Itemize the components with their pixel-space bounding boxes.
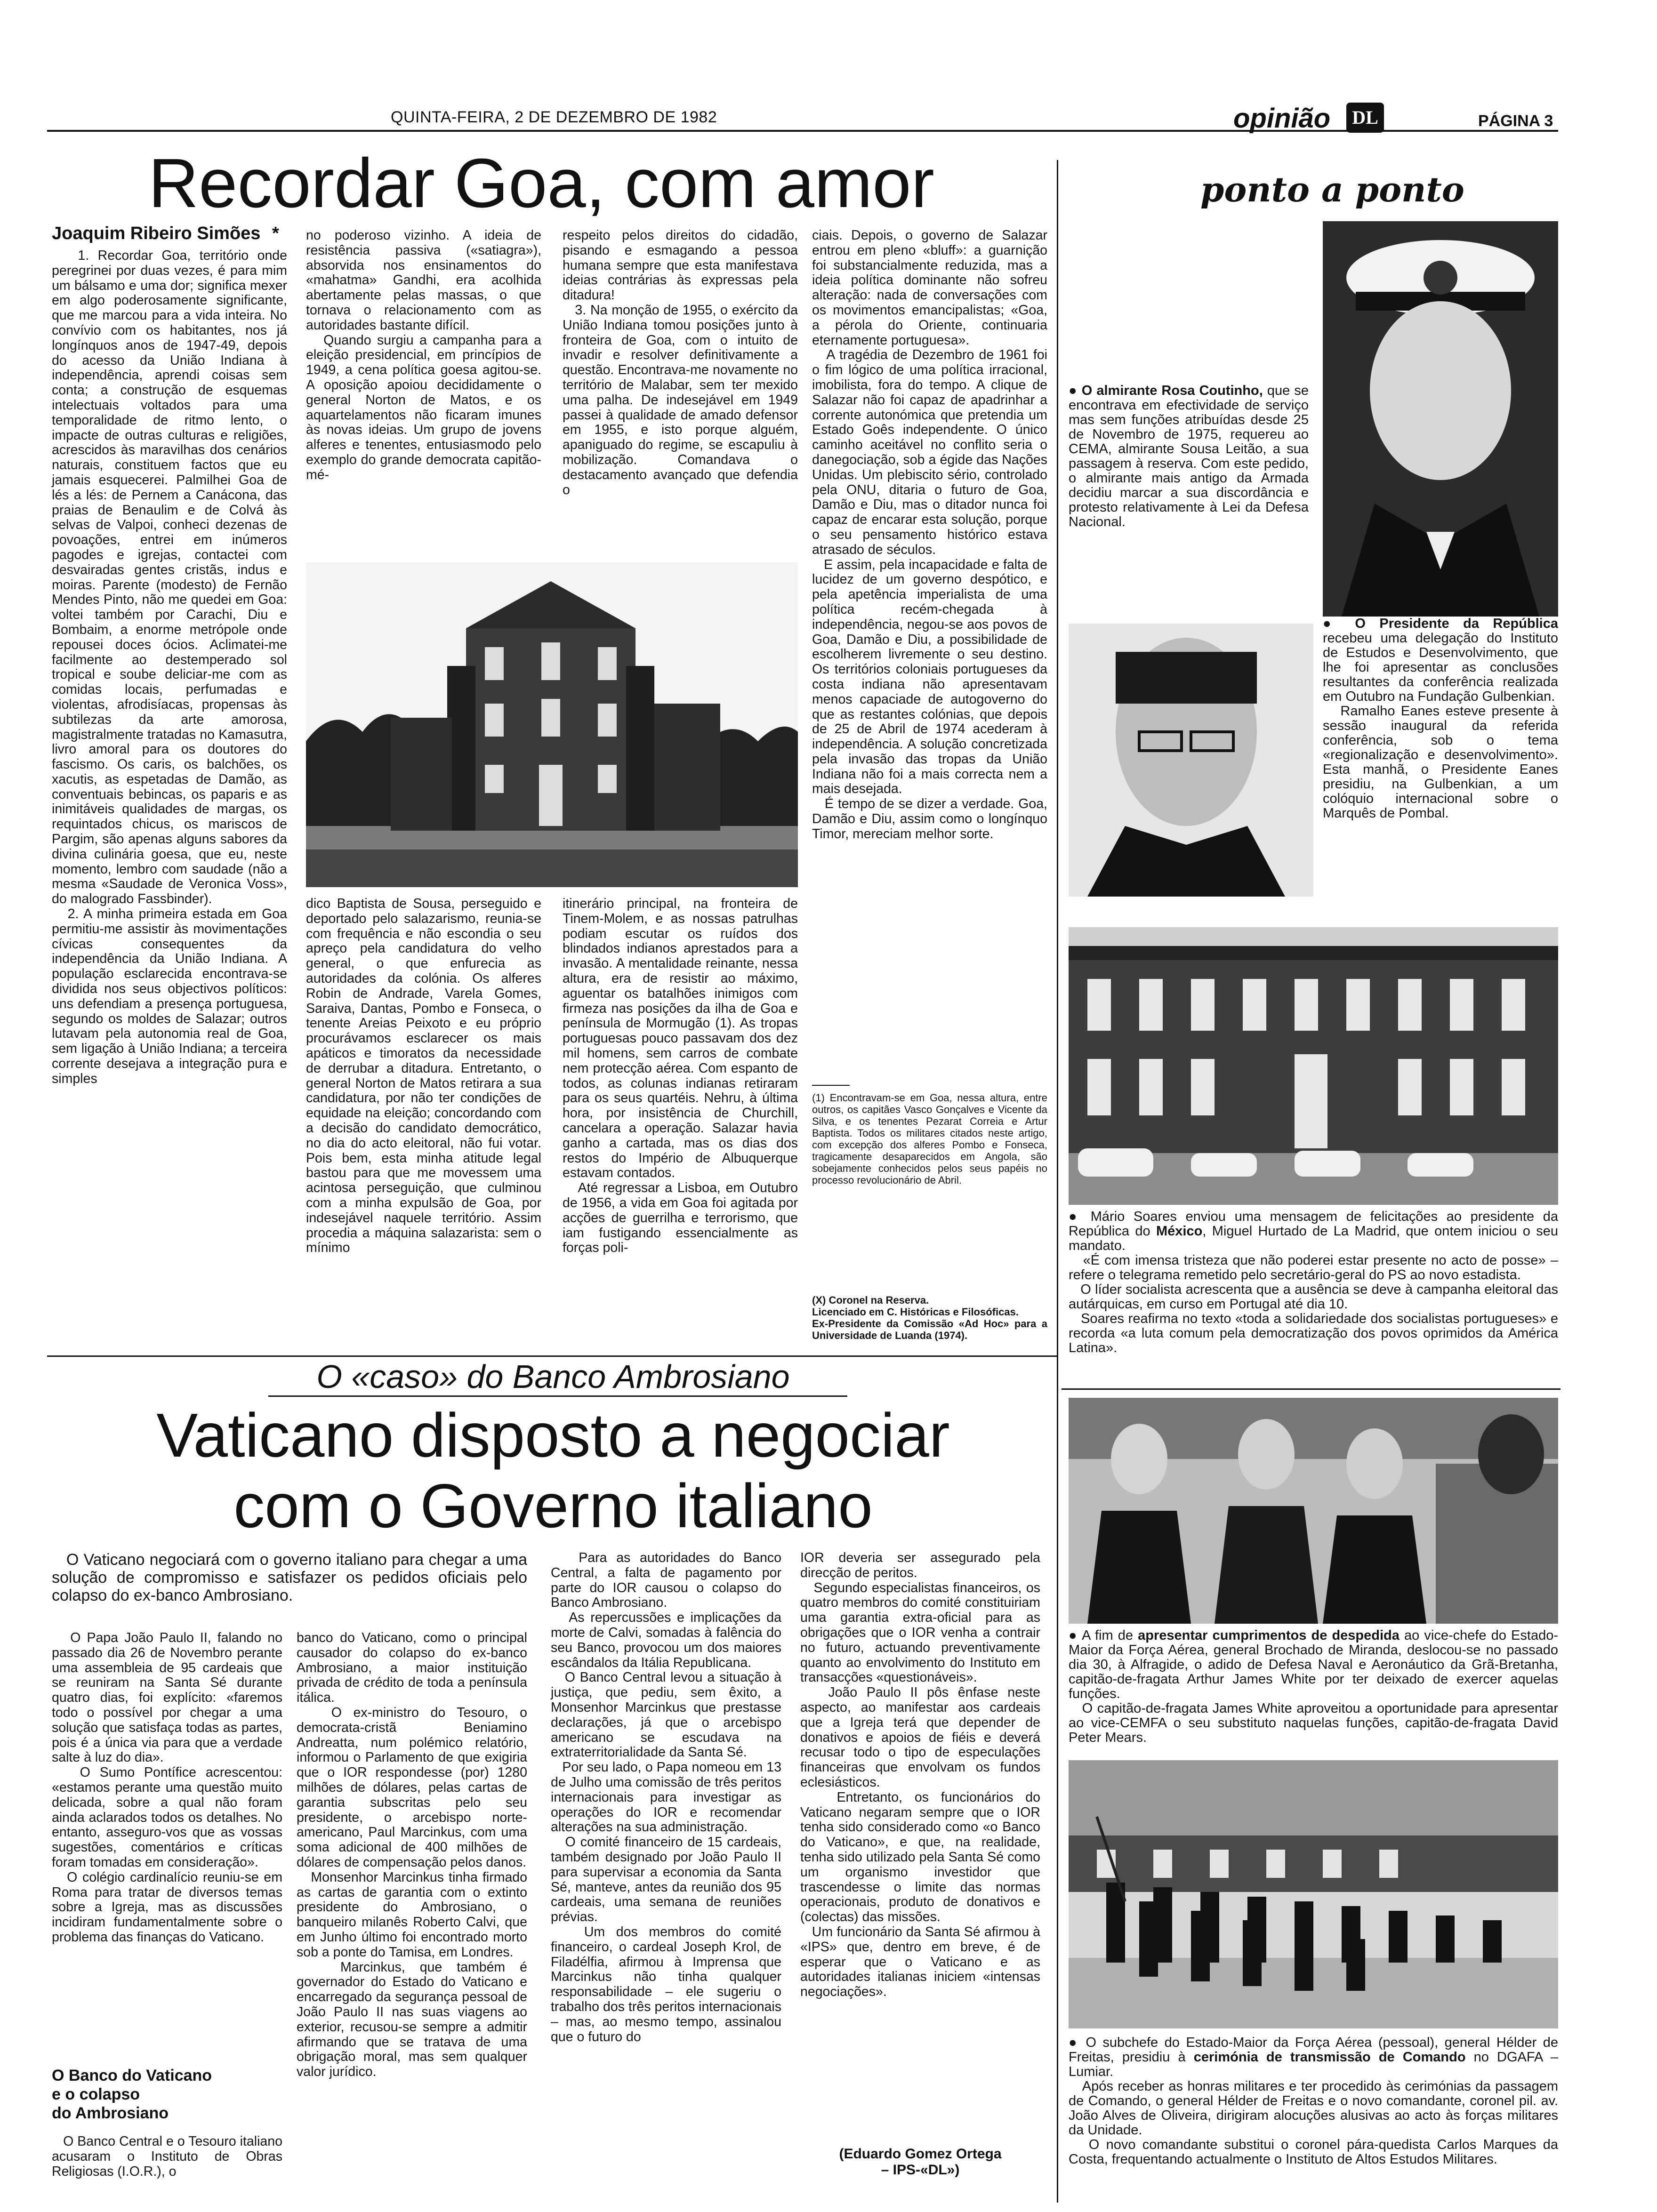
- page-number: PÁGINA 3: [1478, 112, 1553, 130]
- sidebar-item-3: [1069, 1209, 1562, 1355]
- palace-facade: [1069, 927, 1558, 1205]
- item5-text-b: no DGAFA – Lumiar. Após receber as honras militares e ter procedido às cerimónias da passagem de Comando, o general Hélder de Freitas e o novo comandante, coronel pil. av. João Alves de Oliveira, dirigiram alocuções alusivas ao acto às forças militares da Unidade. O novo comandante substitui o coronel pára-quedista Carlos Marques da Costa, frequentando actualmente o Instituto de Altos Estudos Militares.: [1069, 2050, 1558, 2167]
- building-photo: [1069, 927, 1558, 1205]
- bullet-icon: ●: [1069, 1209, 1091, 1224]
- article2-subhead: O Banco do Vaticano e o colapso do Ambrosiano: [52, 2067, 212, 2122]
- item5-bold: cerimónia de transmissão de Comando: [1193, 2050, 1466, 2065]
- item3-text-a: Mário Soares enviou uma mensagem de felicitações ao presidente da República do: [1069, 1209, 1562, 1239]
- president-photo: [1069, 624, 1313, 897]
- item5-text-a: O subchefe do Estado-Maior da Força Aérea (pessoal), general Hélder de Freitas, presidiu à: [1069, 2035, 1562, 2065]
- article2-col1-after: O Banco Central e o Tesouro italiano acusaram o Instituto de Obras Religiosas (I.O.R.), o: [52, 2134, 286, 2179]
- article1-author: [52, 224, 279, 244]
- article2-top-rule: [47, 1355, 1057, 1357]
- article1-col3-bottom: itinerário principal, na fronteira de Tinem-Molem, e as nossas patrulhas podiam escutar os ruídos dos blindados indianos aprestados para a invasão. A mentalidade reinante, nessa altura, era de resistir ao máximo, aguentar os batalhões inimigos com firmeza nas posições da ilha de Goa e península de Mormugão (1). As tropas portuguesas pouco passavam dos dez mil homens, sem carros de combate nem protecção aérea. Com espanto de todos, as colunas indianas retiraram para os seus quartéis. Nehru, à última hora, por insistência de Churchill, cancelara a operação. Salazar havia ganho a cartada, mas os dias dos restos do Império de Albuquerque estavam contados. Até regressar a Lisboa, em Outubro de 1956, a vida em Goa foi agitada por acções de guerrilha e terrorismo, que iam fustigando essencialmente as forças poli-: [563, 896, 798, 1256]
- article1-col1: 1. Recordar Goa, território onde peregrinei por duas vezes, é para mim um bálsamo e uma dor; significa mexer em algo poderosamente significante, que me marcou para a vida inteira. No convívio com os habitantes, nos já longínquos anos de 1947-49, depois do acesso da União Indiana à independência, aprendi coisas sem conta; a construção de esquemas intelectuais voltados para uma temporalidade de ritmo lento, o impacte de outras culturas e religiões, acrescidos às maravilhas dos cenários naturais, constituem factos que eu jamais esquecerei. Palmilhei Goa de lés a lés: de Pernem a Canácona, das praias de Benaulim e de Colvá às selvas de Valpoi, conheci dezenas de povoações, entrei em inúmeros pagodes e igrejas, contactei com desvairadas gentes cristãs, indus e moiras. Parente (modesto) de Fernão Mendes Pinto, não me quedei em Goa: voltei também por Carachi, Diu e Bombaim, a enorme metrópole onde repousei doces ócios. Aclimatei-me facilmente ao destemperado sol tropical e soube deliciar-me com as comidas locais, perfumadas e violentas, afrodisíacas, propensas às subtilezas da arte amorosa, magistralmente tratadas no Kamasutra, livro amoral para os doutores do fascismo. Os caris, os balchões, os xacutis, as espetadas de Damão, as conventuais bebincas, os paparis e as inimitáveis qualidades de margas, os requintados chicus, os mariscos de Pargim, são apenas alguns sabores da divina culinária goesa, que eu, neste momento, lembro com saudade (não a mesma «Saudade de Veronica Voss», do malogrado Fassbinder). 2. A minha primeira estada em Goa permitiu-me assistir às movimentações cívicas consequentes da independência da União Indiana. A população esclarecida encontrava-se dividida nos seus objectivos políticos: uns defendiam a presença portuguesa, segundo os moldes de Salazar; outros lutavam pela autonomia real de Goa, sem ligação à União Indiana; a terceira corrente desejava a integração pura e simples: [52, 248, 287, 1086]
- article2-col1: O Papa João Paulo II, falando no passado dia 26 de Novembro perante uma assembleia de 95 cardeais que se reuniram na Santa Sé durante quatro dias, foi explícito: «faremos todo o possível por chegar a uma solução que satisfaça todas as partes, pois é a única via para que a verdade salte à luz do dia». O Sumo Pontífice acrescentou: «estamos perante uma questão muito delicada, sobre a qual não foram ainda aclarados todos os detalhes. No entanto, asseguro-vos que as vossas sugestões, comentários e críticas foram tomadas em consideração». O colégio cardinalício reuniu-se em Roma para tratar de diversos temas sobre a Igreja, mas as discussões incidiram fundamentalmente sobre o problema das finanças do Vaticano.: [52, 1630, 282, 1945]
- military-parade: [1069, 1760, 1558, 2028]
- bullet-icon: ●: [1323, 616, 1355, 631]
- goa-church-photo: [306, 562, 798, 887]
- article2-col4: IOR deveria ser assegurado pela direcção de peritos. Segundo especialistas financeiros, os quatro membros do comité constituiriam uma garantia extra-oficial para as obrigações que o IOR venha a contrair no futuro, actuando preventivamente quanto ao envolvimento do Instituto em transacções «questionáveis». João Paulo II pôs ênfase neste aspecto, ao manifestar aos cardeais que a Igreja terá que depender de donativos e apoios de fiéis e deverá recusar todo o tipo de especulações financeiras que envolvam os fundos eclesiásticos. Entretanto, os funcionários do Vaticano negaram sempre que o IOR tenha sido considerado como «o Banco do Vaticano», e que, na realidade, tenha sido utilizado pela Santa Sé como um organismo investidor que trascendesse o limite das normas operacionais, produto de donativos e (colectas) das missões. Um funcionário da Santa Sé afirmou à «IPS» que, dentro em breve, é de esperar que o Vaticano e as autoridades italianas iniciem «intensas negociações».: [800, 1550, 1040, 2000]
- sidebar-item-5: [1069, 2035, 1562, 2167]
- item1-text: que se encontrava em efectividade de serviço mas sem funções atribuídas desde 25 de Novembro de 1975, requereu ao CEMA, almirante Sousa Leitão, a sua passagem à reserva. Com este pedido, o almirante mais antigo da Armada decidiu marcar a sua discordância e protesto relativamente à Lei da Defesa Nacional.: [1069, 383, 1313, 529]
- sidebar-title: ponto a ponto: [1200, 169, 1464, 209]
- article2-kicker: O «caso» do Banco Ambrosiano: [316, 1358, 790, 1395]
- article1-col2-bottom: dico Baptista de Sousa, perseguido e deportado pelo salazarismo, reunia-se com frequência e não escondia o seu apreço pela candidatura do velho general, o que enfurecia as autoridades da colónia. Os alferes Robin de Andrade, Varela Gomes, Saraiva, Dantas, Pombo e Fonseca, o tenente Areias Peixoto e eu próprio procurávamos esclarecer os mais apáticos e timoratos da necessidade de derrubar a ditadura. Entretanto, o general Norton de Matos retirara a sua candidatura, por não ter condições de equidade na eleição; concordando com a decisão do candidato democrático, no dia do acto eleitoral, não fui votar. Pois bem, esta minha atitude legal bastou para que me movessem uma acintosa perseguição, que culminou com a minha expulsão de Goa, por indesejável naquele território. Assim procedia a máquina salazarista: sem o mínimo: [306, 896, 545, 1256]
- sidebar-item-4: [1069, 1628, 1558, 1745]
- article1-title: Recordar Goa, com amor: [148, 144, 934, 222]
- president-portrait: [1069, 624, 1313, 897]
- item2-text: recebeu uma delegação do Instituto de Estudos e Desenvolvimento, que lhe foi apresentar as conclusões resultantes da conferência realizada em Outubro na Fundação Gulbenkian. Ramalho Eanes esteve presente à sessão inaugural da referida conferência, sob o tema «regionalização e desenvolvimento». Esta manhã, o Presidente Eanes presidiu, na Gulbenkian, a um colóquio internacional sobre o Marquês de Pombal.: [1323, 631, 1558, 821]
- article2-title-line1: Vaticano disposto a negociar: [156, 1401, 950, 1470]
- admiral-photo: [1323, 221, 1558, 617]
- sidebar-divider: [1057, 160, 1058, 2203]
- item2-bold: O Presidente da República: [1355, 616, 1558, 631]
- item4-text-a: A fim de: [1082, 1628, 1138, 1643]
- author-name: Joaquim Ribeiro Simões: [52, 224, 261, 243]
- parade-photo: [1069, 1760, 1558, 2028]
- article2-col2: banco do Vaticano, como o principal causador do colapso do ex-banco Ambrosiano, a maior instituição privada de crédito de toda a península itálica. O ex-ministro do Tesouro, o democrata-cristã Beniamino Andreatta, num polémico relatório, informou o Parlamento de que exigiria que o IOR respondesse (por) 1280 milhões de dólares, pelas cartas de garantia subscritas pelo seu presidente, o arcebispo norte-americano, Paul Marcinkus, com uma soma adicional de 400 milhões de dólares de compensação pelos danos. Monsenhor Marcinkus tinha firmado as cartas de garantia com o extinto presidente do Ambrosiano, o banqueiro milanês Roberto Calvi, que em Junho último foi encontrado morto sob a ponte do Tamisa, em Londres. Marcinkus, que também é governador do Estado do Vaticano e encarregado da segurança pessoal de João Paulo II nas suas viagens ao exterior, recusou-se sempre a admitir afirmando que se tratava de uma obrigação moral, mas sem qualquer valor jurídico.: [297, 1630, 527, 2080]
- newspaper-logo: [1346, 103, 1384, 133]
- article1-col4: ciais. Depois, o governo de Salazar entrou em pleno «bluff»: a guarnição foi substancialmente reduzida, mas a ideia política dominante não sofreu alteração: nada de conversações com os movimentos emancipalistas; «Goa, a pérola do Oriente, continuaria eternamente portuguesa». A tragédia de Dezembro de 1961 foi o fim lógico de uma política irracional, imobilista, fora do tempo. A clique de Salazar não foi capaz de apadrinhar a corrente autonómica que pretendia um Estado Goês independente. O único caminho aceitável no conflito seria o danegociação, sob a égide das Nações Unidas. Um plebiscito sério, controlado pela ONU, ditaria o futuro de Goa, Damão e Diu, mas o ditador nunca foi capaz de encarar esta solução, porque o seu pensamento histórico estava atrasado de séculos. E assim, pela incapacidade e falta de lucidez de um governo despótico, e pela apetência imperialista de uma política recém-chegada à independência, negou-se aos povos de Goa, Damão e Diu, a possibilidade de escolherem livremente o seu destino. Os territórios coloniais portugueses da costa indiana não apresentavam menos capaciade de autogoverno do que as restantes colónias, que depois de 25 de Abril de 1974 acederam à independência. A solução concretizada pela invasão das tropas da União Indiana não foi a mais correcta nem a mais desejada. É tempo de se dizer a verdade. Goa, Damão e Diu, assim como o longínquo Timor, mereciam melhor sorte.: [812, 228, 1047, 842]
- officers-meeting: [1069, 1398, 1558, 1624]
- article2-signature: (Eduardo Gomez Ortega – IPS-«DL»): [839, 2146, 1002, 2178]
- masthead-rule: [47, 130, 1558, 132]
- sidebar-rule: [1062, 1388, 1560, 1390]
- article2-title-line2: com o Governo italiano: [233, 1471, 873, 1540]
- item3-text-b: , Miguel Hurtado de La Madrid, que ontem iniciou o seu mandato. «É com imensa tristeza que não poderei estar presente no acto de posse» – refere o telegrama remetido pelo secretário-geral do PS ao novo estadista. O líder socialista acrescenta que a ausência se deve à campanha eleitoral das autárquicas, em curso em Portugal até dia 10. Soares reafirma no texto «toda a solidariedade dos socialistas portugueses» e recorda «a luta comum pela democratização dos povos oprimidos da América Latina».: [1069, 1224, 1559, 1355]
- bullet-icon: ●: [1069, 1628, 1082, 1643]
- officers-photo: [1069, 1398, 1558, 1624]
- author-mark: *: [272, 224, 279, 243]
- item4-bold: apresentar cumprimentos de despedida: [1138, 1628, 1400, 1643]
- church-illustration: [306, 562, 798, 887]
- article2-lead: O Vaticano negociará com o governo italiano para chegar a uma solução de compromisso e satisfazer os pedidos oficiais pelo colapso do ex-banco Ambrosiano.: [52, 1551, 532, 1604]
- item4-text-b: ao vice-chefe do Estado-Maior da Força Aérea, general Brochado de Miranda, deslocou-se no passado dia 30, à Alfragide, o adido de Defesa Naval e Aeronáutico da Grã-Bretanha, capitão-de-fragata Arthur James White por ter deixado de exercer aquelas funções. O capitão-de-fragata James White aproveitou a oportunidade para apresentar ao vice-CEMFA o seu substituto naquelas funções, capitão-de-fragata David Peter Mears.: [1069, 1628, 1559, 1745]
- logo-mark: DL: [1352, 107, 1378, 128]
- author-credentials: (X) Coronel na Reserva. Licenciado em C. Históricas e Filosóficas. Ex-Presidente da Comissão «Ad Hoc» para a Universidade de Luanda (1974).: [812, 1294, 1047, 1341]
- article1-footnote: (1) Encontravam-se em Goa, nessa altura, entre outros, os capitães Vasco Gonçalves e Vicente da Silva, e os tenentes Pezarat Correia e Artur Baptista. Todos os militares citados neste artigo, com excepção dos alferes Pombo e Fonseca, tragicamente desaparecidos em Angola, são sobejamente conhecidos pelos seus papéis no processo revolucionário de Abril.: [812, 1092, 1051, 1186]
- item1-bold: O almirante Rosa Coutinho,: [1081, 383, 1263, 398]
- admiral-portrait: [1323, 221, 1558, 617]
- bullet-icon: ●: [1069, 2035, 1086, 2050]
- article2-col3: Para as autoridades do Banco Central, a falta de pagamento por parte do IOR causou o colapso do Banco Ambrosiano. As repercussões e implicações da morte de Calvi, somadas à falência do seu Banco, provocou um dos maiores escândalos da Itália Republicana. O Banco Central levou a situação à justiça, que pediu, sem êxito, a Monsenhor Marcinkus que prestasse declarações, já que o arcebispo americano se escudava na extraterritorialidade da Santa Sé. Por seu lado, o Papa nomeou em 13 de Julho uma comissão de três peritos internacionais para investigar as operações do IOR e recomendar alterações na sua administração. O comité financeiro de 15 cardeais, também designado por João Paulo II para supervisar a economia da Santa Sé, manteve, antes da reunião dos 95 cardeais, uma semana de reuniões prévias. Um dos membros do comité financeiro, o cardeal Joseph Krol, de Filadélfia, afirmou à Imprensa que Marcinkus não tinha qualquer responsabilidade – ele sugeriu o trabalho dos três peritos internacionais – mas, ao mesmo tempo, assinalou que o futuro do: [551, 1550, 781, 2044]
- sidebar-item-1: [1069, 383, 1313, 529]
- sidebar-item-2: [1323, 617, 1558, 821]
- article1-col3-top: respeito pelos direitos do cidadão, pisando e esmagando a pessoa humana sempre que esta manifestava ideias contrárias às expressas pela ditadura! 3. Na monção de 1955, o exército da União Indiana tomou posições junto à fronteira de Goa, com o intuito de invadir e resolver definitivamente a questão. Encontrava-me novamente no território de Malabar, sem ter mexido uma palha. De indesejável em 1949 passei à qualidade de amado defensor em 1955, e isto porque alguém, apaniguado do regime, se escapuliu à mobilização. Comandava o destacamento avançado que defendia o: [563, 228, 798, 497]
- section-label: opinião: [1233, 103, 1331, 134]
- item3-bold: México: [1156, 1224, 1203, 1239]
- bullet-icon: ●: [1069, 383, 1082, 398]
- footnote-rule: [812, 1085, 850, 1086]
- kicker-underline: [268, 1395, 847, 1397]
- article1-col2-top: no poderoso vizinho. A ideia de resistência passiva («satiagra»), absorvida nos ensinamentos do «mahatma» Gandhi, era acolhida abertamente pelas massas, o que tornava o relacionamento com as autoridades bastante difícil. Quando surgiu a campanha para a eleição presidencial, em princípios de 1949, a cena política goesa agitou-se. A oposição apoiou decididamente o general Norton de Matos, e os aquartelamentos não ficaram imunes às novas ideias. Um grupo de jovens alferes e tenentes, entusiasmodo pelo exemplo do grande democrata capitão-mé-: [306, 228, 541, 482]
- masthead-date: QUINTA-FEIRA, 2 DE DEZEMBRO DE 1982: [391, 108, 717, 126]
